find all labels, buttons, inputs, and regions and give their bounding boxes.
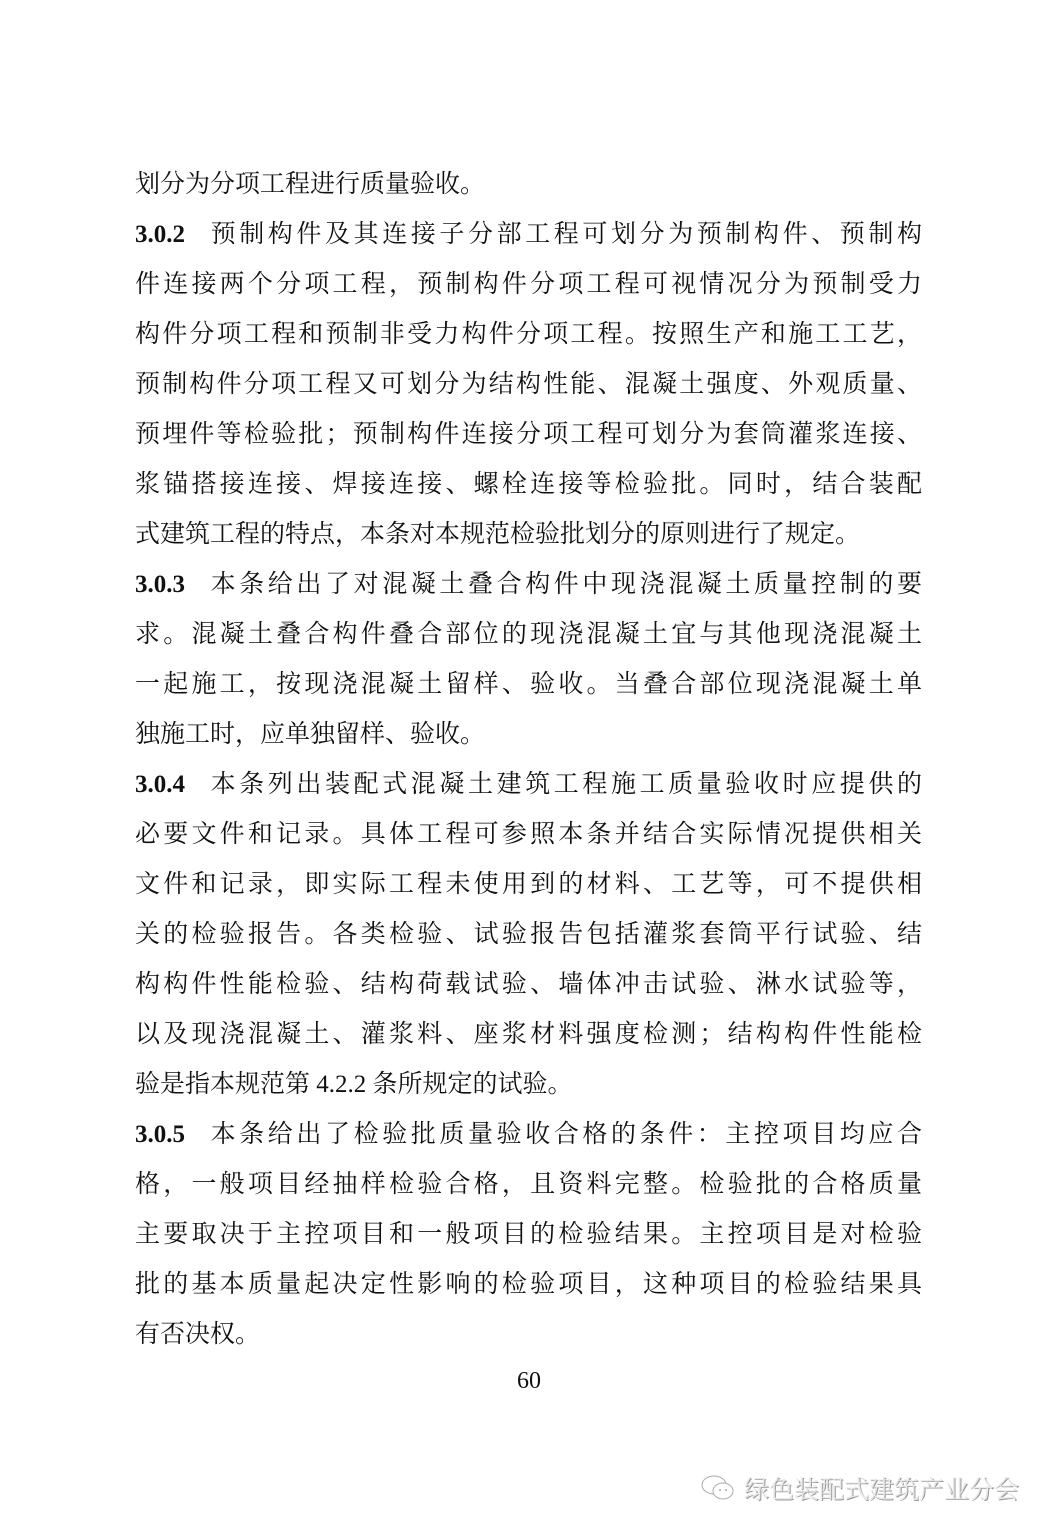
text-line xyxy=(135,169,922,201)
clause-number: 3.0.2 xyxy=(135,221,185,248)
text-line xyxy=(135,719,922,751)
clause-number: 3.0.5 xyxy=(135,1121,185,1148)
line-text: 本条给出了对混凝土叠合构件中现浇混凝土质量控制的要 xyxy=(207,571,922,598)
text-line xyxy=(135,1019,922,1051)
line-text: 文件和记录，即实际工程未使用到的材料、工艺等，可不提供相 xyxy=(135,871,922,898)
clause-number: 3.0.3 xyxy=(135,571,185,598)
watermark xyxy=(700,1470,1019,1506)
text-line xyxy=(135,269,922,301)
line-text: 验是指本规范第 4.2.2 条所规定的试验。 xyxy=(135,1071,573,1098)
text-line xyxy=(135,319,922,351)
text-line xyxy=(135,1269,922,1301)
line-text: 件连接两个分项工程，预制构件分项工程可视情况分为预制受力 xyxy=(135,271,922,298)
line-text: 式建筑工程的特点，本条对本规范检验批划分的原则进行了规定。 xyxy=(135,521,861,548)
line-text: 构件分项工程和预制非受力构件分项工程。按照生产和施工工艺， xyxy=(135,321,922,348)
text-line xyxy=(135,1119,922,1151)
text-line xyxy=(135,669,922,701)
line-text: 必要文件和记录。具体工程可参照本条并结合实际情况提供相关 xyxy=(135,821,922,848)
text-line xyxy=(135,1169,922,1201)
text-line xyxy=(135,919,922,951)
line-text: 预制构件及其连接子分部工程可划分为预制构件、预制构 xyxy=(207,221,922,248)
wechat-icon xyxy=(700,1473,736,1503)
line-text: 以及现浇混凝土、灌浆料、座浆材料强度检测；结构构件性能检 xyxy=(135,1021,922,1048)
clause-number: 3.0.4 xyxy=(135,771,185,798)
line-text: 浆锚搭接连接、焊接连接、螺栓连接等检验批。同时，结合装配 xyxy=(135,471,922,498)
text-line xyxy=(135,1319,922,1351)
line-text: 本条给出了检验批质量验收合格的条件：主控项目均应合 xyxy=(207,1121,922,1148)
text-line xyxy=(135,819,922,851)
text-line xyxy=(135,469,922,501)
line-text: 划分为分项工程进行质量验收。 xyxy=(135,171,486,198)
page-number: 60 xyxy=(517,1368,541,1394)
line-text: 预制构件分项工程又可划分为结构性能、混凝土强度、外观质量、 xyxy=(135,371,922,398)
text-line xyxy=(135,519,922,551)
text-line xyxy=(135,1219,922,1251)
text-line xyxy=(135,969,922,1001)
line-text: 批的基本质量起决定性影响的检验项目，这种项目的检验结果具 xyxy=(135,1271,922,1298)
text-line xyxy=(135,569,922,601)
watermark-text: 绿色装配式建筑产业分会 xyxy=(744,1475,1020,1504)
line-text: 格，一般项目经抽样检验合格，且资料完整。检验批的合格质量 xyxy=(135,1171,922,1198)
line-text: 关的检验报告。各类检验、试验报告包括灌浆套筒平行试验、结 xyxy=(135,921,922,948)
text-line xyxy=(135,219,922,251)
line-text: 求。混凝土叠合构件叠合部位的现浇混凝土宜与其他现浇混凝土 xyxy=(135,621,922,648)
text-line xyxy=(135,769,922,801)
text-line xyxy=(135,369,922,401)
text-line xyxy=(135,1069,922,1101)
text-line xyxy=(135,619,922,651)
line-text: 有否决权。 xyxy=(135,1321,261,1348)
line-text: 构构件性能检验、结构荷载试验、墙体冲击试验、淋水试验等， xyxy=(135,971,922,998)
line-text: 预埋件等检验批；预制构件连接分项工程可划分为套筒灌浆连接、 xyxy=(135,421,922,448)
text-line xyxy=(135,419,922,451)
line-text: 本条列出装配式混凝土建筑工程施工质量验收时应提供的 xyxy=(207,771,922,798)
text-line xyxy=(135,869,922,901)
line-text: 一起施工，按现浇混凝土留样、验收。当叠合部位现浇混凝土单 xyxy=(135,671,922,698)
line-text: 主要取决于主控项目和一般项目的检验结果。主控项目是对检验 xyxy=(135,1221,922,1248)
line-text: 独施工时，应单独留样、验收。 xyxy=(135,721,486,748)
